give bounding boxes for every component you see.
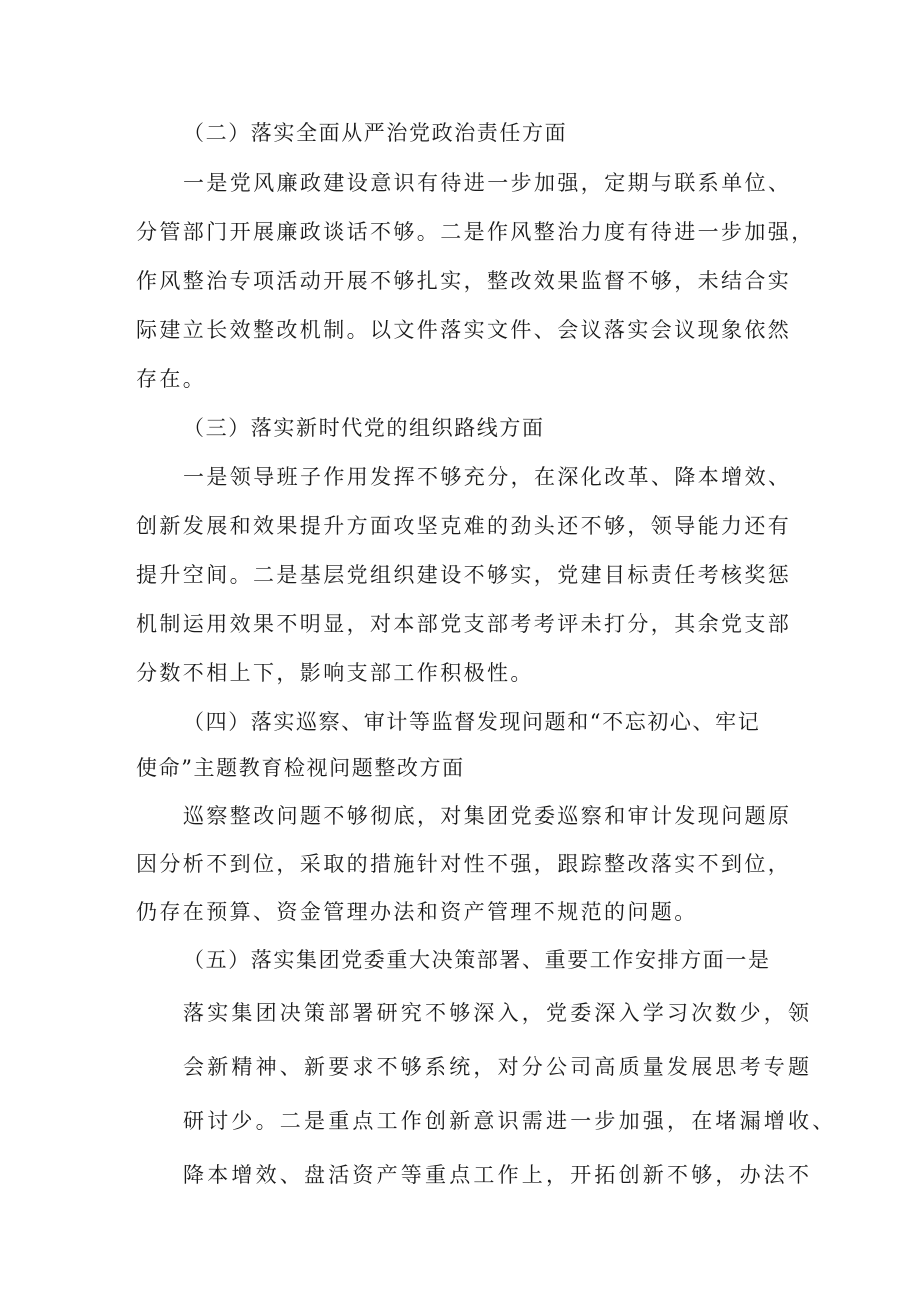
paragraph-line: 因分析不到位，采取的措施针对性不强，跟踪整改落实不到位， [136,852,792,876]
section-heading-4-cont: 使命”主题教育检视问题整改方面 [136,756,465,780]
paragraph-line: 提升空间。二是基层党组织建设不够实，党建目标责任考核奖惩 [136,563,792,587]
paragraph-line: 巡察整改问题不够彻底，对集团党委巡察和审计发现问题原 [183,804,792,828]
section-heading-3: （三）落实新时代党的组织路线方面 [183,416,545,440]
section-heading-4: （四）落实巡察、审计等监督发现问题和“不忘初心、牢记 [183,710,761,734]
paragraph-line: 一是党风廉政建设意识有待进一步加强，定期与联系单位、 [183,171,792,195]
section-heading-5: （五）落实集团党委重大决策部署、重要工作安排方面一是 [183,948,771,972]
paragraph-line: 作风整治专项活动开展不够扎实，整改效果监督不够，未结合实 [136,269,792,293]
paragraph-line: 机制运用效果不明显，对本部党支部考考评未打分，其余党支部 [136,612,792,636]
paragraph-line: 仍存在预算、资金管理办法和资产管理不规范的问题。 [136,900,698,924]
section-heading-2: （二）落实全面从严治党政治责任方面 [183,121,568,145]
paragraph-line: 降本增效、盘活资产等重点工作上，开拓创新不够，办法不 [183,1163,813,1187]
paragraph-line: 存在。 [136,367,207,391]
paragraph-line: 会新精神、新要求不够系统，对分公司高质量发展思考专题 [183,1055,813,1079]
paragraph-line: 研讨少。二是重点工作创新意识需进一步加强，在堵漏增收、 [183,1109,837,1133]
paragraph-line: 际建立长效整改机制。以文件落实文件、会议落实会议现象依然 [136,318,792,342]
paragraph-line: 创新发展和效果提升方面攻坚克难的劲头还不够，领导能力还有 [136,514,792,538]
paragraph-line: 分数不相上下，影响支部工作积极性。 [136,661,534,685]
paragraph-line: 落实集团决策部署研究不够深入，党委深入学习次数少，领 [183,1001,813,1025]
paragraph-line: 分管部门开展廉政谈话不够。二是作风整治力度有待进一步加强， [136,220,815,244]
paragraph-line: 一是领导班子作用发挥不够充分，在深化改革、降本增效、 [183,465,792,489]
